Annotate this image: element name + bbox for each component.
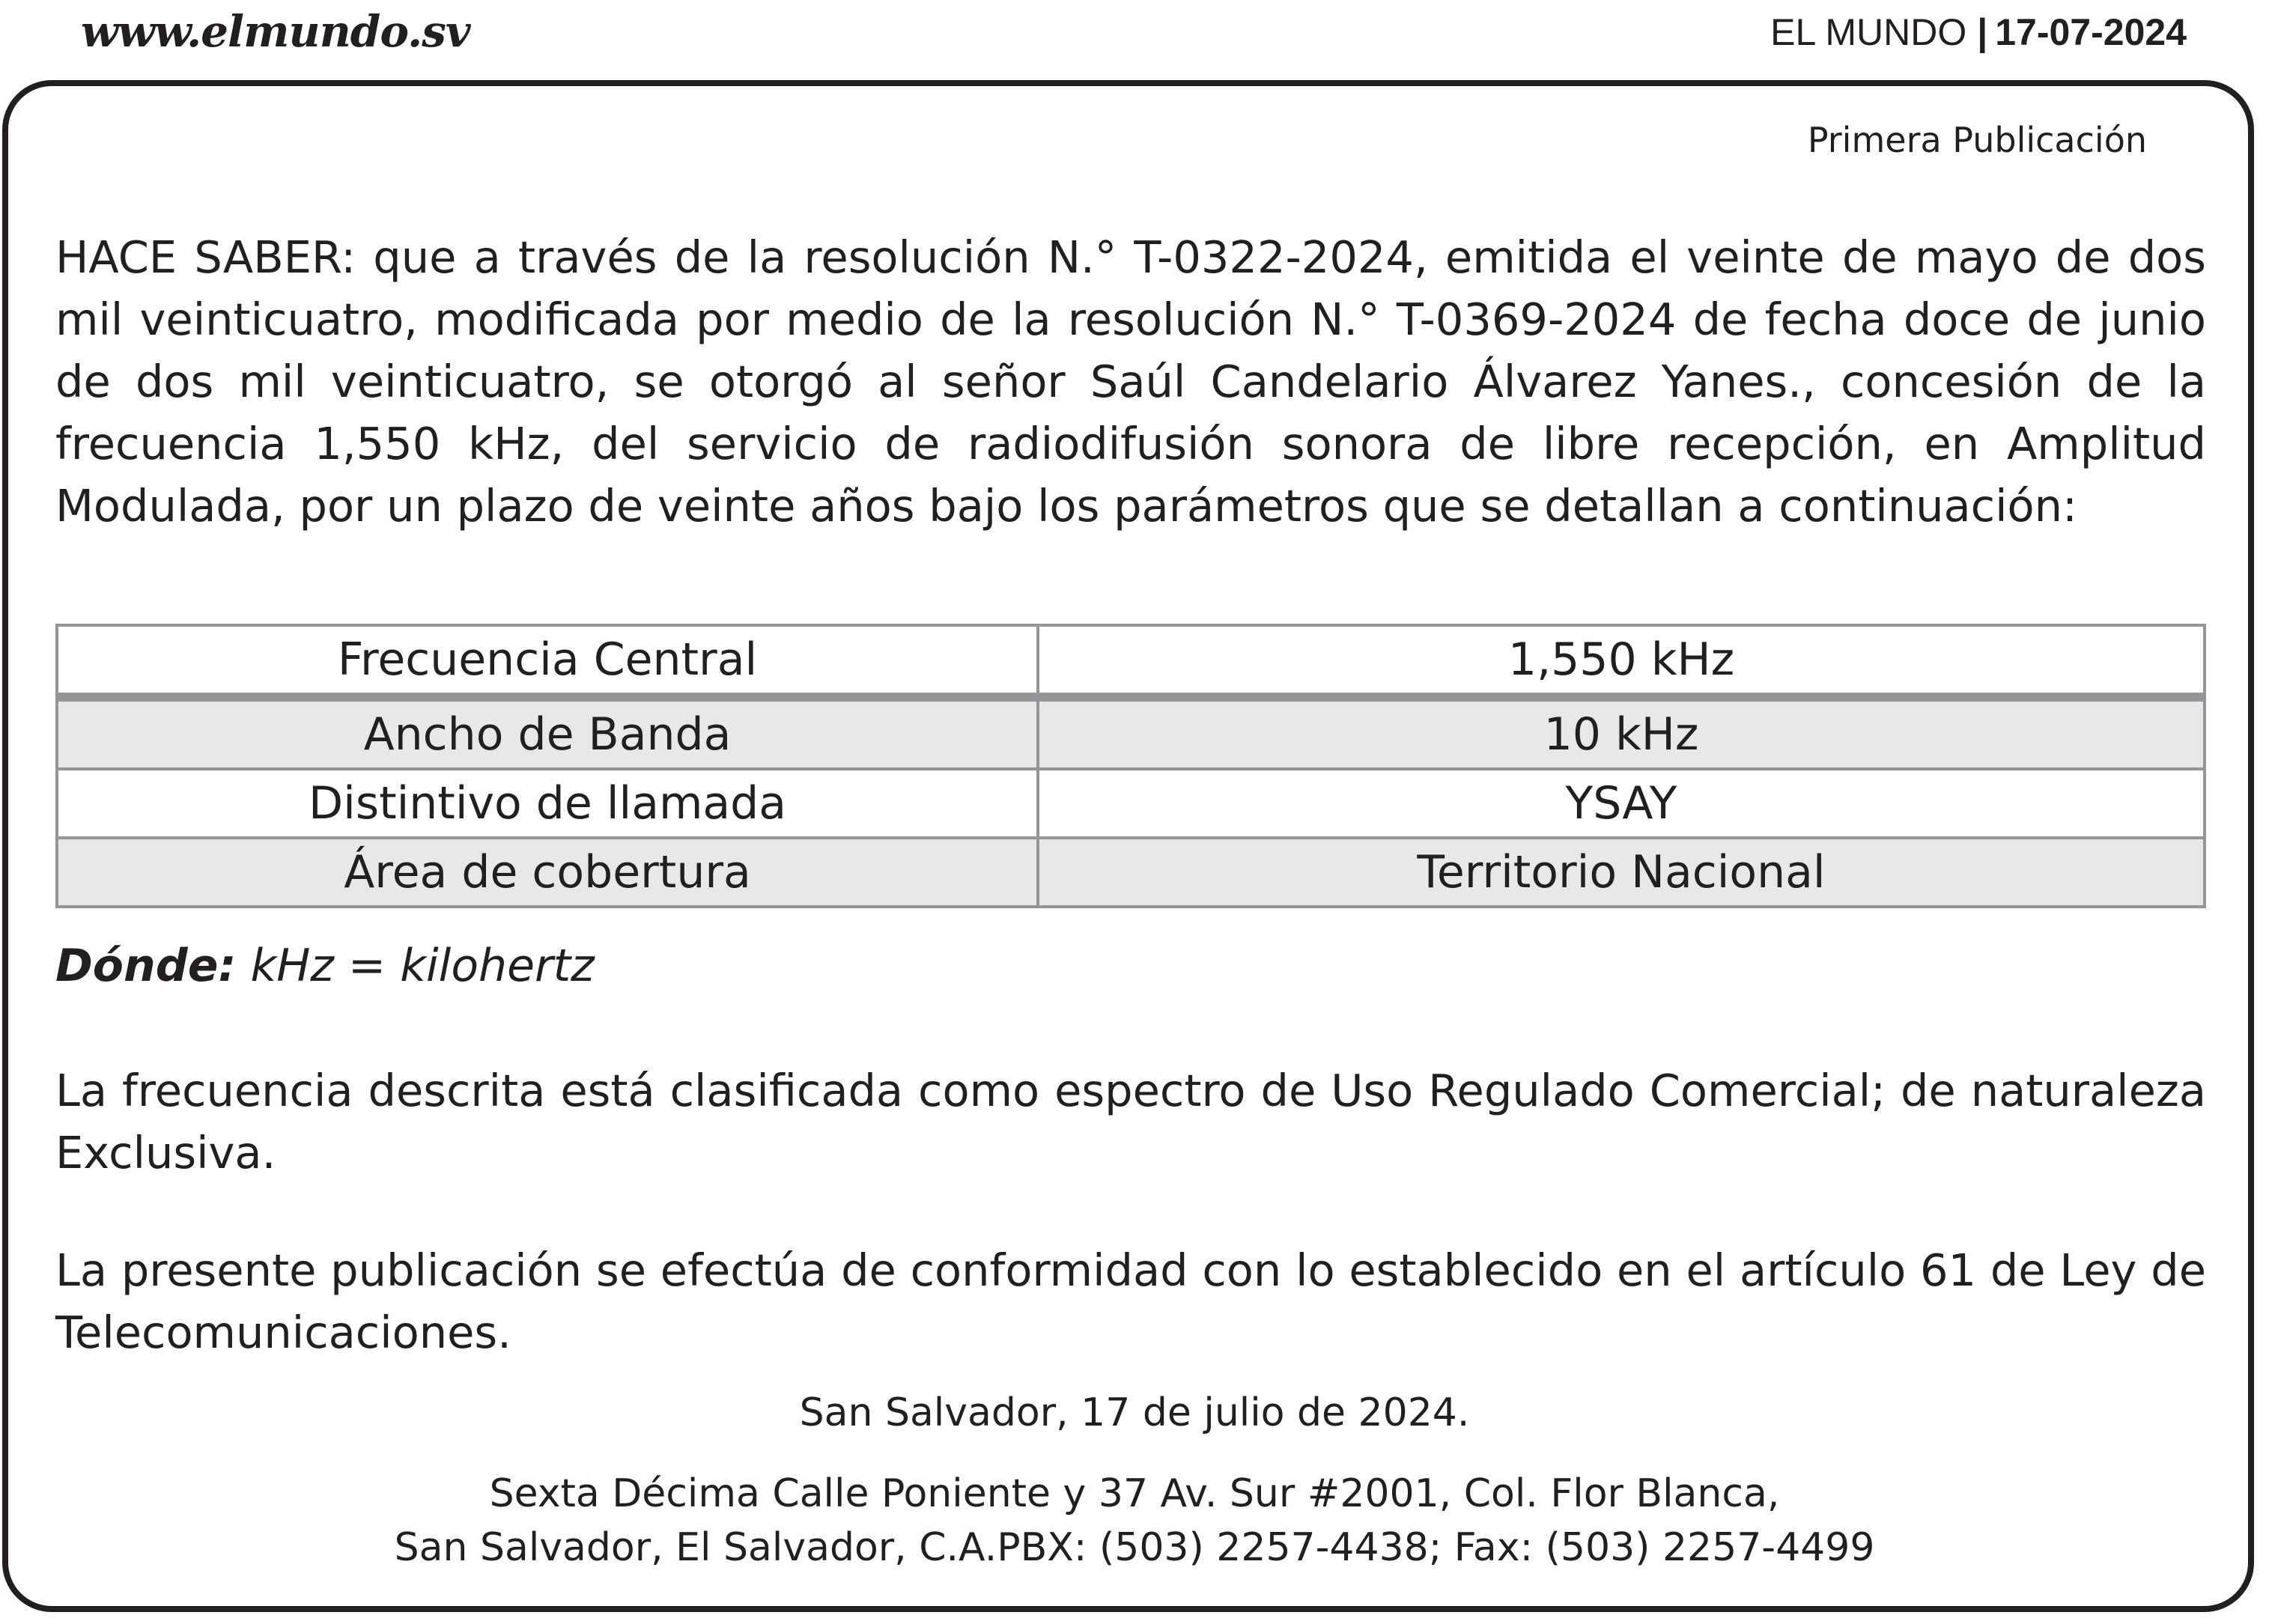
table-row <box>57 769 2205 838</box>
site-url: www.elmundo.sv <box>81 6 470 57</box>
city-date: San Salvador, 17 de julio de 2024. <box>799 1390 1470 1435</box>
parameter-label: Distintivo de llamada <box>57 769 1038 838</box>
parameter-value: 1,550 kHz <box>1038 625 2205 697</box>
parameters-table <box>55 624 2206 908</box>
address-line-2: San Salvador, El Salvador, C.A.PBX: (503) 2257-4438; Fax: (503) 2257-4499 <box>394 1525 1875 1570</box>
parameter-value: YSAY <box>1038 769 2205 838</box>
table-row <box>57 697 2205 769</box>
address-line-1: Sexta Décima Calle Poniente y 37 Av. Sur #2001, Col. Flor Blanca, <box>489 1471 1780 1516</box>
paper-name: EL MUNDO <box>1770 11 1967 53</box>
parameter-value: Territorio Nacional <box>1038 838 2205 907</box>
parameter-label: Frecuencia Central <box>57 625 1038 697</box>
parameter-label: Ancho de Banda <box>57 697 1038 769</box>
units-note-label: Dónde: <box>55 940 237 992</box>
notice-paragraph-1: HACE SABER: que a través de la resolución N.° T-0322-2024, emitida el veinte de mayo de dos mil veinticuatro, modificada por medio de la resolución N.° T-0369-2024 de fecha doce de junio de dos mil veinticuatro, se otorgó al señor Saúl Candelario Álvarez Yanes., concesión de la frecuencia 1,550 kHz, del servicio de radiodifusión sonora de libre recepción, en Amplitud Modulada, por un plazo de veinte años bajo los parámetros que se detallan a continuación: <box>55 231 2206 532</box>
units-note <box>55 940 595 992</box>
notice-paragraph-2: La frecuencia descrita está clasificada como espectro de Uso Regulado Comercial; de naturaleza Exclusiva. <box>55 1065 2206 1179</box>
parameter-value: 10 kHz <box>1038 697 2205 769</box>
table-row <box>57 625 2205 697</box>
units-note-text: kHz = kilohertz <box>250 940 595 992</box>
issue-date: 17-07-2024 <box>1995 11 2187 53</box>
table-row <box>57 838 2205 907</box>
publication-label: Primera Publicación <box>1807 120 2147 160</box>
notice-paragraph-3: La presente publicación se efectúa de conformidad con lo establecido en el artículo 61 de Ley de Telecomunicaciones. <box>55 1244 2206 1358</box>
masthead <box>1770 10 2187 54</box>
masthead-separator: | <box>1977 11 1988 53</box>
parameter-label: Área de cobertura <box>57 838 1038 907</box>
